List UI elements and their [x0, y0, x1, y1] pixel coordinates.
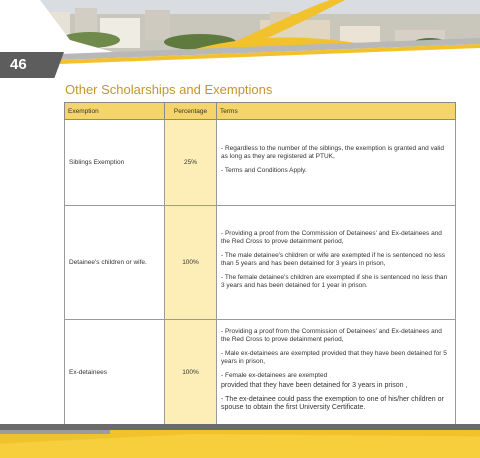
footer-gray-accent	[0, 430, 110, 434]
table-row-ex-detainees	[65, 320, 456, 426]
exemption-terms	[217, 320, 456, 426]
exemption-name: Siblings Exemption	[65, 120, 165, 206]
header-terms: Terms	[217, 103, 456, 120]
section-title: Other Scholarships and Exemptions	[65, 82, 273, 97]
exemption-percentage: 100%	[165, 320, 217, 426]
campus-photo-illustration	[0, 0, 480, 88]
term-line: - Regardless to the number of the siblings, the exemption is granted and valid as long as they are registered at PTUK,	[221, 144, 444, 161]
page-number: 46	[10, 56, 27, 73]
term-line: - Providing a proof from the Commission of Detainees' and Ex-detainees and the Red Cross to prove detainment period,	[221, 327, 442, 343]
table-row-siblings	[65, 120, 456, 206]
term-line: - The male detainee's children or wife are exempted if he is sentenced no less than 5 years and has been detained for 3 years in prison,	[221, 251, 446, 267]
term-line: - Providing a proof from the Commission of Detainees' and Ex-detainees and the Red Cross to prove detainment period,	[221, 229, 442, 245]
term-line: - Female ex-detainees are exempted	[221, 371, 328, 379]
exemption-percentage: 25%	[165, 120, 217, 206]
exemption-name: Ex-detainees	[65, 320, 165, 426]
term-line: - The ex-detainee could pass the exemption to one of his/her children or spouse to obtain the first University Certificate.	[221, 395, 444, 411]
exemption-percentage: 100%	[165, 206, 217, 320]
exemptions-table	[64, 102, 456, 426]
header-exemption: Exemption	[65, 103, 165, 120]
term-line: provided that they have been detained for 3 years in prison ,	[221, 382, 408, 389]
campus-header-photo	[0, 0, 480, 88]
table-row-detainee-children	[65, 206, 456, 320]
exemption-name: Detainee's children or wife.	[65, 206, 165, 320]
exemption-terms	[217, 206, 456, 320]
term-line: - The female detainee's children are exempted if she is sentenced no less than 3 years and has been detained for 1 year in prison.	[221, 273, 448, 289]
header-percentage: Percentage	[165, 103, 217, 120]
exemption-terms	[217, 120, 456, 206]
term-line: - Terms and Conditions Apply.	[221, 166, 307, 174]
table-header-row	[65, 103, 456, 120]
term-line: - Male ex-detainees are exempted provided that they have been detained for 5 years in prison,	[221, 349, 447, 365]
